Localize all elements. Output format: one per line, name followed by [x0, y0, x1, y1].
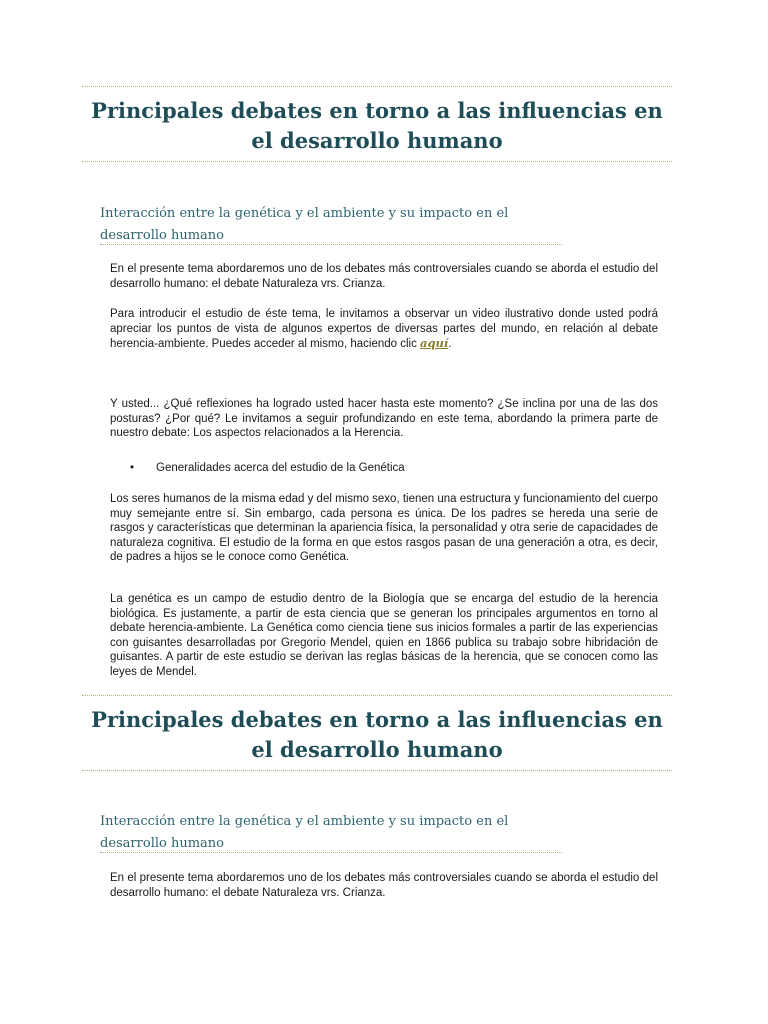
aqui-link[interactable]: aquí — [420, 336, 449, 350]
bullet-item — [130, 461, 405, 476]
genetics-paragraph: Los seres humanos de la misma edad y del mismo sexo, tienen una estructura y funcionamiento del cuerpo muy semejante entre sí. Sin embargo, cada persona es única. De los padres se hereda una serie de rasgos y características que determinan la apariencia física, la personalidad y otra serie de capacidades de naturaleza cognitiva. El estudio de la forma en que estos rasgos pasan de una generación a otra, es decir, de padres a hijos se le conoce como Genética. — [110, 493, 658, 563]
title-separator-bottom-2 — [82, 770, 672, 771]
section-subtitle-2: Interacción entre la genética y el ambiente y su impacto en el desarrollo humano — [100, 814, 509, 851]
reflection-paragraph: Y usted... ¿Qué reflexiones ha logrado usted hacer hasta este momento? ¿Se inclina por una de las dos posturas? ¿Por qué? Le invitamos a seguir profundizando en este tema, abordando la primera parte de nuestro debate: Los aspectos relacionados a la Herencia. — [110, 398, 658, 439]
subtitle-separator-2 — [100, 852, 562, 853]
video-paragraph — [110, 307, 658, 352]
page-title-2: Principales debates en torno a las influencias en el desarrollo humano — [91, 707, 663, 762]
page-title: Principales debates en torno a las influencias en el desarrollo humano — [91, 98, 663, 153]
intro-paragraph-2: En el presente tema abordaremos uno de los debates más controversiales cuando se aborda el estudio del desarrollo humano: el debate Naturaleza vrs. Crianza. — [110, 872, 658, 899]
biology-paragraph: La genética es un campo de estudio dentro de la Biología que se encarga del estudio de la herencia biológica. Es justamente, a partir de esta ciencia que se generan los principales argumentos en torno al debate herencia-ambiente. La Genética como ciencia tiene sus inicios formales a partir de las experiencias con guisantes desarrolladas por Gregorio Mendel, quien en 1866 publica su trabajo sobre hibridación de guisantes. A partir de este estudio se derivan las reglas básicas de la herencia, que se conocen como las leyes de Mendel. — [110, 593, 658, 678]
title-separator-top — [82, 86, 672, 87]
video-paragraph-text: Para introducir el estudio de éste tema, le invitamos a observar un video ilustrativo donde usted podrá apreciar los puntos de vista de algunos expertos de diversas partes del mundo, en relación al debate herencia-ambiente. Puedes acceder al mismo, haciendo clic — [110, 308, 658, 350]
bullet-item-label: Generalidades acerca del estudio de la Genética — [156, 462, 405, 474]
title-separator-top-2 — [82, 695, 672, 696]
bullet-icon: • — [130, 462, 135, 474]
subtitle-separator — [100, 244, 562, 245]
video-paragraph-end: . — [448, 338, 452, 350]
intro-paragraph: En el presente tema abordaremos uno de los debates más controversiales cuando se aborda el estudio del desarrollo humano: el debate Naturaleza vrs. Crianza. — [110, 263, 658, 290]
title-separator-bottom — [82, 161, 672, 162]
section-subtitle: Interacción entre la genética y el ambiente y su impacto en el desarrollo humano — [100, 206, 509, 243]
